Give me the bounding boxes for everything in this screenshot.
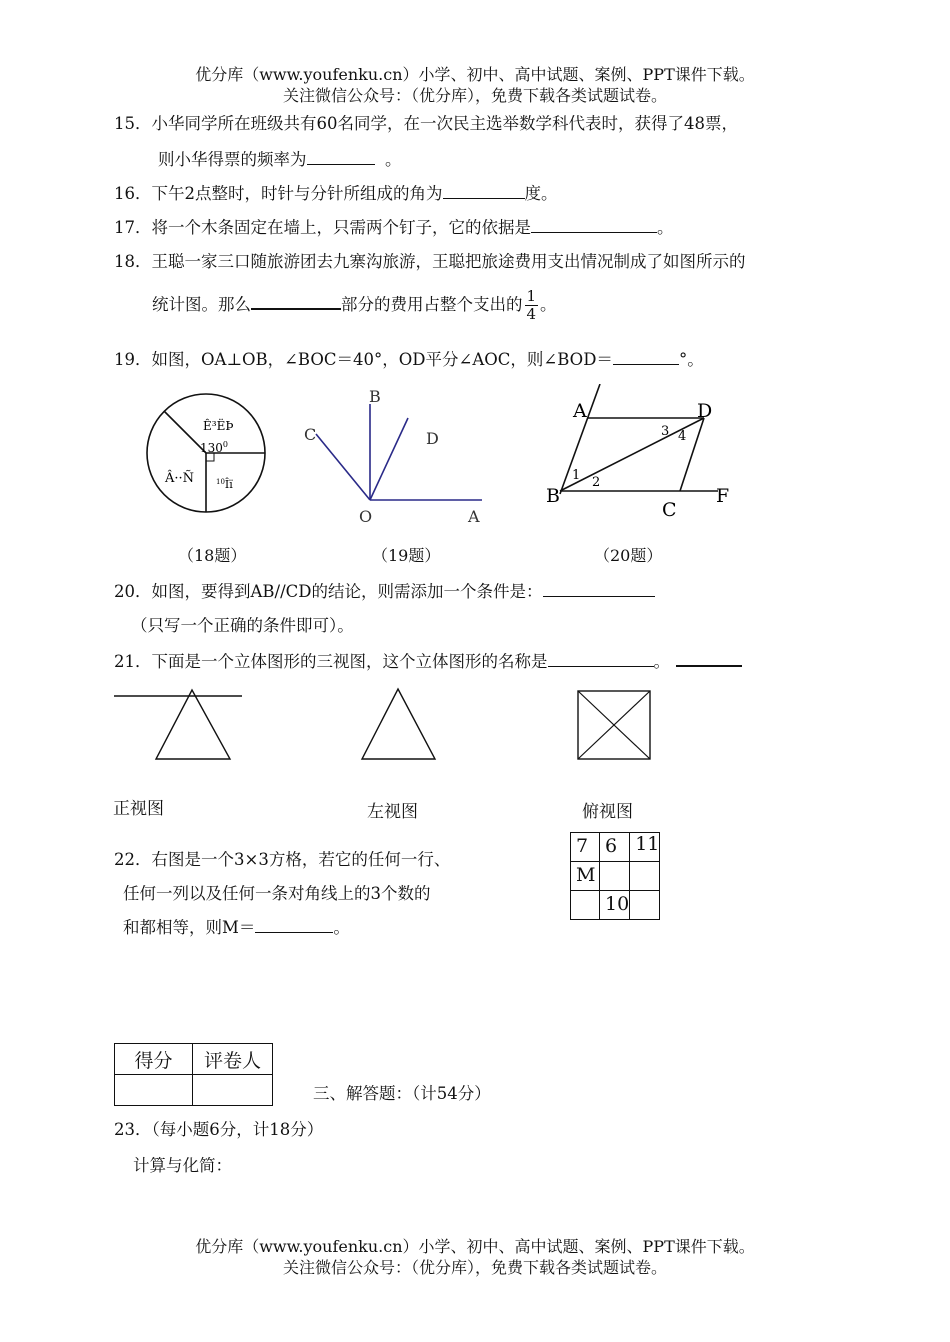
q19-text: 19．如图，OA⊥OB，∠BOC＝40°，OD平分∠AOC，则∠BOD＝ [114,350,613,369]
caption-18: （18题） [178,546,247,565]
pie-angle-label: $130^0$ [200,440,228,455]
caption-20: （20题） [594,546,663,565]
q16-answer-blank[interactable] [443,198,525,199]
q17-answer-blank[interactable] [531,232,657,233]
magic-cell [630,891,660,920]
label-B: B [546,485,560,507]
q23-line1: 23．（每小题6分，计18分） [114,1120,324,1139]
magic-cell: M [571,862,600,891]
magic-cell [600,862,630,891]
q21 [114,648,742,672]
q22-answer-blank[interactable] [255,932,333,933]
magic-cell [630,862,660,891]
footer-line-1: 优分库（www.youfenku.cn）小学、初中、高中试题、案例、PPT课件下载。 [195,1237,755,1256]
q18-text-b: 部分的费用占整个支出的 [341,295,523,314]
grader-header: 评卷人 [193,1044,273,1075]
ray-OC [316,434,370,500]
angle-4: 4 [678,429,687,444]
magic-cell: 6 [600,833,630,862]
pie-label-top: Ê³ËÞ [203,419,234,433]
q15-text: 则小华得票的频率为 [158,150,307,169]
q21-text: 21．下面是一个立体图形的三视图，这个立体图形的名称是 [114,652,548,671]
q17 [114,214,674,238]
q18-fraction [525,288,539,323]
q20-line1 [114,578,655,602]
figure-18-pie [140,382,275,527]
pie-label-left: Â··Ñ [165,471,195,486]
q18-answer-blank[interactable] [251,308,341,310]
frac-denominator: 4 [526,305,537,323]
q22-end: 。 [333,918,350,937]
label-C: C [304,425,317,444]
magic-cell: 7 [571,833,600,862]
label-D: D [426,429,439,448]
q19-answer-blank[interactable] [613,364,679,365]
angle-1: 1 [572,468,581,483]
magic-row [571,891,660,920]
frac-numerator: 1 [526,287,537,305]
label-C: C [662,499,677,521]
label-A: A [573,400,587,422]
header-line-1: 优分库（www.youfenku.cn）小学、初中、高中试题、案例、PPT课件下载。 [195,65,755,84]
label-A: A [468,507,480,526]
q21-end: 。 [653,652,670,671]
q19 [114,346,704,370]
q21-extra-line [676,665,742,667]
label-F: F [716,485,730,507]
q16-end: 度。 [524,184,558,203]
magic-cell: 11 [630,833,660,862]
top-view-label: 俯视图 [582,802,633,822]
q22-text: 和都相等，则M＝ [123,918,256,937]
magic-row [571,833,660,862]
label-O: O [359,507,373,526]
q18-end: 。 [540,295,557,314]
footer-line-2: 关注微信公众号：（优分库），免费下载各类试题试卷。 [282,1258,667,1277]
q17-text: 17．将一个木条固定在墙上，只需两个钉子，它的依据是 [114,218,531,237]
label-B: B [369,387,381,406]
left-view-label: 左视图 [367,802,418,822]
figure-19-angles [296,382,496,527]
caption-19: （19题） [372,546,441,565]
q20-answer-blank[interactable] [543,596,655,597]
grader-cell[interactable] [193,1075,273,1106]
left-view-triangle [362,689,435,759]
q23-line2: 计算与化简： [133,1156,232,1175]
front-view [112,686,248,764]
angle-3: 3 [661,424,670,439]
score-cell[interactable] [115,1075,193,1106]
q18-line1: 18．王聪一家三口随旅游团去九寨沟旅游，王聪把旅途费用支出情况制成了如图所示的 [114,252,746,271]
q15-end: 。 [385,150,402,169]
q22-line2: 任何一列以及任何一条对角线上的3个数的 [123,884,431,903]
q19-end: °。 [678,350,704,369]
header-line-2: 关注微信公众号：（优分库），免费下载各类试题试卷。 [282,86,667,105]
q15-line2 [158,146,402,170]
q16-text: 16．下午2点整时，时针与分针所组成的角为 [114,184,443,203]
score-table [114,1043,273,1106]
q18-text-a: 统计图。那么 [152,295,251,314]
figure-20-parallelogram [540,384,740,524]
magic-row [571,862,660,891]
score-header: 得分 [115,1044,193,1075]
q21-answer-blank[interactable] [548,666,654,667]
q16 [114,180,558,204]
q20-line2: （只写一个正确的条件即可）。 [131,616,354,635]
pie-label-right: $^{10}$Îï [216,478,233,491]
q22-line3 [123,914,350,938]
magic-cell: 10 [600,891,630,920]
magic-cell [571,891,600,920]
q22-line1: 22．右图是一个3×3方格，若它的任何一行、 [114,850,451,869]
q15-answer-blank[interactable] [307,164,375,165]
q20-text: 20．如图，要得到AB//CD的结论，则需添加一个条件是： [114,582,543,601]
left-view [356,686,444,764]
top-view [574,688,654,764]
front-view-label: 正视图 [113,799,164,819]
q15-line1: 15．小华同学所在班级共有60名同学，在一次民主选举数学科代表时，获得了48票， [114,114,738,133]
ray-OD [370,418,408,500]
section-3-title: 三、解答题：（计54分） [313,1084,491,1103]
q17-end: 。 [657,218,674,237]
magic-square [570,832,660,920]
q18-line2 [152,288,557,323]
angle-2: 2 [592,475,601,490]
front-view-triangle [156,690,230,759]
label-D: D [697,400,713,422]
